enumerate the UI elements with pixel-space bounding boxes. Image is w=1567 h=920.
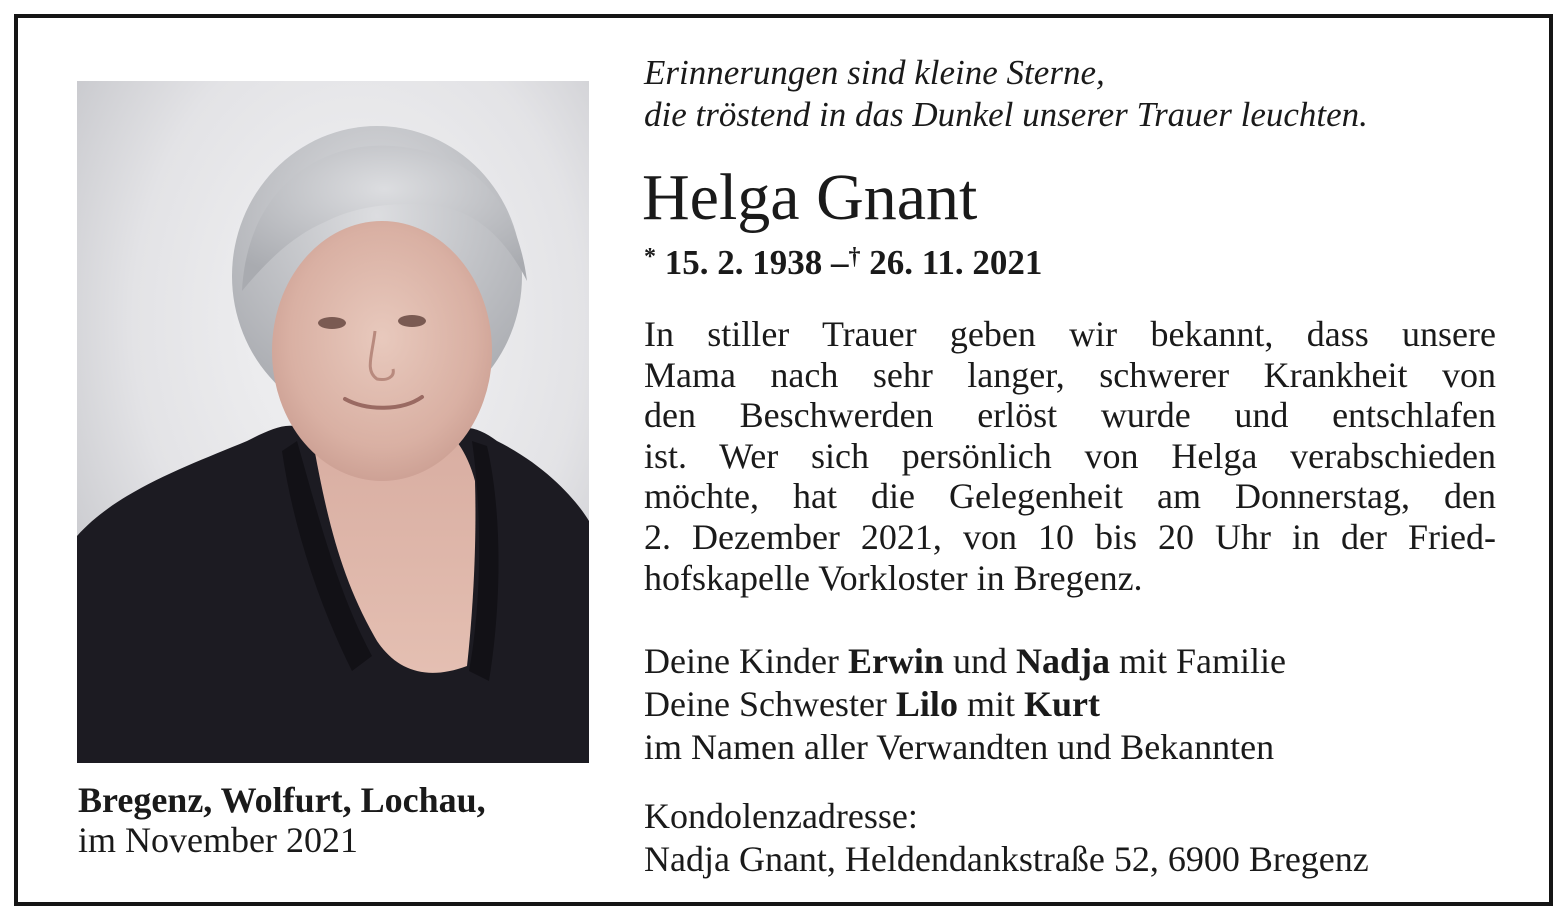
announcement-line: hofskapelle Vorkloster in Bregenz. [644,557,1143,598]
date-separator: – [831,243,849,282]
condolence-address [644,795,1369,881]
place-and-date [78,780,486,860]
mourners [644,640,1286,769]
birth-symbol: * [644,244,656,270]
mourners-line-relatives: im Namen aller Verwandten und Bekannten [644,727,1275,767]
mourner-name: Kurt [1023,684,1100,724]
mourners-line-sister [644,683,1286,726]
condolence-address-text: Nadja Gnant, Heldendankstraße 52, 6900 Bregenz [644,839,1369,879]
portrait-photo [77,81,589,763]
death-date: 26. 11. 2021 [869,243,1043,282]
mourner-name: Nadja [1015,641,1110,681]
mourners-text: und [943,641,1016,681]
announcement-line: ist. Wer sich persönlich von Helga verabschieden [644,435,1496,476]
mourner-name: Lilo [895,684,958,724]
mourners-text: mit [957,684,1024,724]
announcement-line: möchte, hat die Gelegenheit am Donnerstag, den [644,476,1496,517]
deceased-name: Helga Gnant [642,161,978,234]
condolence-label: Kondolenzadresse: [644,796,918,836]
announcement-line: 2. Dezember 2021, von 10 bis 20 Uhr in der Fried- [644,516,1496,557]
announcement-line: In stiller Trauer geben wir bekannt, dass unsere [644,314,1496,354]
announcement-text [644,314,1496,598]
quote-line-2: die tröstend in das Dunkel unserer Trauer leuchten. [644,95,1368,134]
mourners-text: Deine Schwester [644,684,896,724]
memorial-quote [644,52,1368,136]
mourner-name: Erwin [847,641,944,681]
quote-line-1: Erinnerungen sind kleine Sterne, [644,53,1105,92]
mourners-text: Deine Kinder [644,641,848,681]
place-towns: Bregenz, Wolfurt, Lochau, [78,780,486,820]
life-dates [644,243,1042,283]
death-symbol: † [848,244,861,270]
announcement-line: Mama nach sehr langer, schwerer Krankheit von [644,354,1496,395]
place-date: im November 2021 [78,820,358,860]
announcement-line: den Beschwerden erlöst wurde und entschlafen [644,395,1496,436]
obituary-frame [14,14,1553,906]
mourners-line-children [644,640,1286,683]
birth-date: 15. 2. 1938 [664,243,823,282]
mourners-text: mit Familie [1109,641,1286,681]
